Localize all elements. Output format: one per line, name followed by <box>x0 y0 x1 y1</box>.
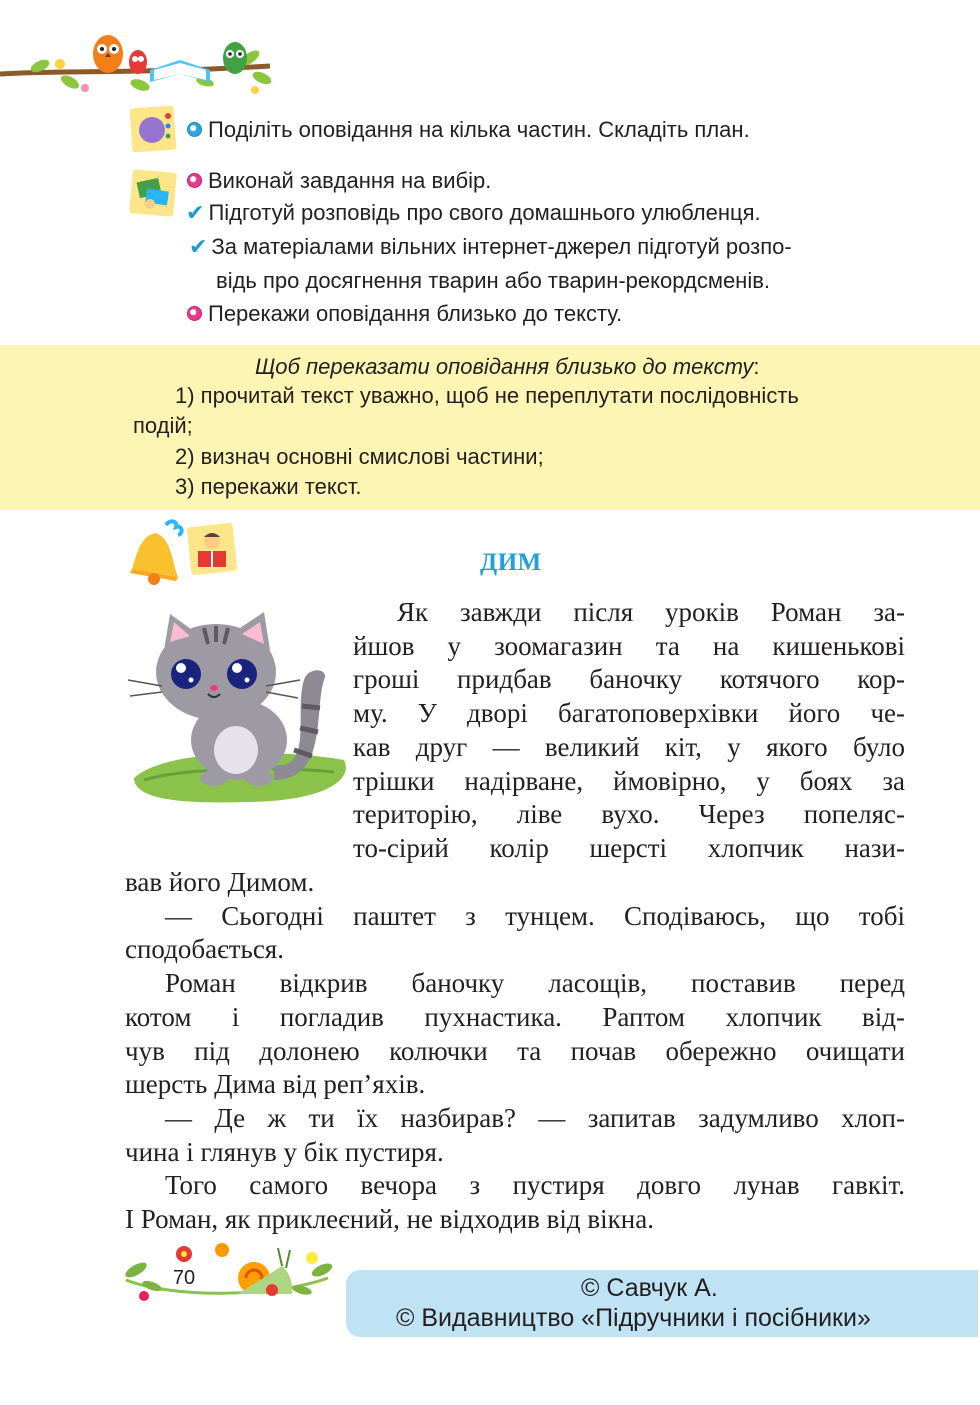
credit-author: © Савчук А. <box>581 1274 718 1302</box>
memo-step-1-cont: подій; <box>133 413 193 438</box>
story-line: чув під долонею колючки та почав обережно очищати <box>125 1035 905 1066</box>
story-line: чина і глянув у бік пустиря. <box>125 1136 444 1167</box>
story-line: трішки надірване, ймовірно, у боях за <box>353 765 905 796</box>
story-line: Роман відкрив баночку ласощів, поставив перед <box>165 968 905 999</box>
memo-step-1: 1) прочитай текст уважно, щоб не переплутати послідовність <box>175 383 799 408</box>
owl-red-icon <box>129 50 147 74</box>
choice-task-icon <box>128 168 178 218</box>
plan-task-icon <box>128 104 178 154</box>
story-line: му. У дворі багатоповерхівки його че- <box>353 698 905 729</box>
story-line: кав друг — великий кіт, у якого було <box>353 731 905 762</box>
story-line: Як завжди після уроків Роман за- <box>397 597 905 627</box>
blue-bullet-icon <box>187 122 202 137</box>
story-body <box>125 866 905 1237</box>
owl-orange-icon <box>93 35 123 73</box>
page-number: 70 <box>172 1267 196 1289</box>
task-choice-title: Виконай завдання на вибір. <box>187 165 491 197</box>
task-choice-option-1: ✔ Підготуй розповідь про свого домашнього улюбленця. <box>186 200 761 225</box>
flowers-snail-decoration <box>122 1240 334 1308</box>
pink-bullet-icon <box>187 306 202 321</box>
gray-kitten-illustration <box>124 610 354 810</box>
credit-publisher: © Видавництво «Підручники і посібники» <box>396 1304 871 1332</box>
checkmark-icon: ✔ <box>189 234 208 259</box>
memo-step-2: 2) визнач основні смислові частини; <box>175 444 544 469</box>
story-line: шерсть Дима від реп’яхів. <box>125 1069 426 1100</box>
story-line: вав його Димом. <box>125 867 315 897</box>
story-line: котом і погладив пухнастика. Раптом хлопчик від- <box>125 1001 905 1032</box>
memo-step-3: 3) перекажи текст. <box>175 474 362 499</box>
story-line: Того самого вечора з пустиря довго лунав гавкіт. <box>165 1170 905 1201</box>
task-choice-option-2: ✔ За матеріалами вільних інтернет-джерел підготуй розпо- <box>189 234 792 259</box>
task-retell: Перекажи оповідання близько до тексту. <box>187 298 622 330</box>
story-title: ДИМ <box>480 549 542 576</box>
task-divide-plan: Поділіть оповідання на кілька частин. Складіть план. <box>187 114 750 146</box>
reading-child-icon <box>186 521 240 577</box>
story-line: І Роман, як приклеєний, не відходив від вікна. <box>125 1204 654 1235</box>
story-line: територію, ліве вухо. Через попеляс- <box>353 799 905 830</box>
story-line: йшов у зоомагазин та на кишенькові <box>353 630 905 661</box>
task-choice-option-2-cont: відь про досягнення тварин або тварин-рекордсменів. <box>216 268 771 293</box>
pink-bullet-icon <box>187 173 202 188</box>
credits-box <box>346 1270 978 1337</box>
retelling-memo-box <box>0 345 980 510</box>
owl-green-icon <box>223 42 247 74</box>
checkmark-icon: ✔ <box>186 200 205 225</box>
story-line: сподобається. <box>125 934 284 965</box>
bell-icon <box>126 517 188 585</box>
story-line: — Де ж ти їх назбирав? — запитав задумливо хлоп- <box>165 1102 905 1133</box>
story-line: то-сірий колір шерсті хлопчик нази- <box>353 832 905 863</box>
story-paragraph-1 <box>353 596 905 866</box>
story-line: гроші придбав баночку котячого кор- <box>353 664 905 695</box>
branch-owls-decoration <box>0 30 280 105</box>
open-book-icon <box>150 60 210 82</box>
memo-title: Щоб переказати оповідання близько до тексту: <box>255 354 760 379</box>
story-line: — Сьогодні паштет з тунцем. Сподіваюсь, що тобі <box>165 900 905 931</box>
